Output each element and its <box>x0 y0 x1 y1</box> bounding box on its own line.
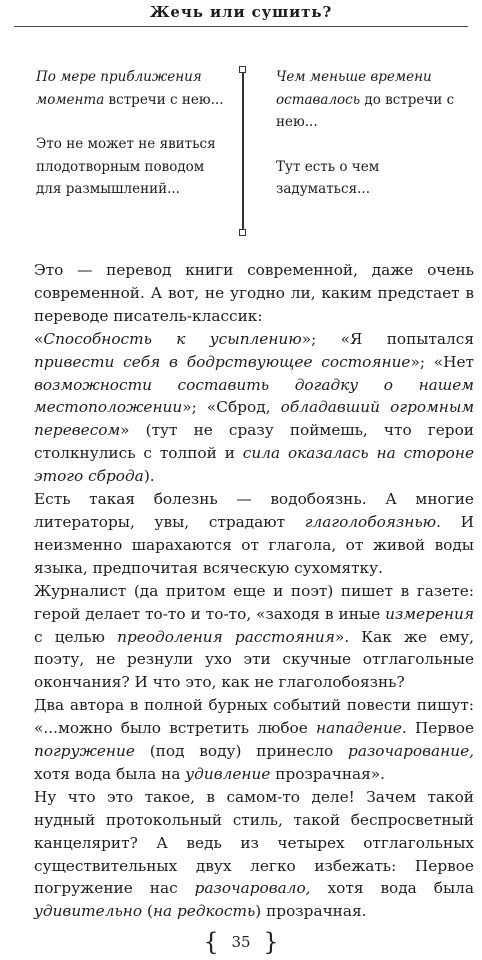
text-run: »; «Сброд, <box>182 398 281 417</box>
text-run: Тут есть о чем задуматься... <box>276 158 380 197</box>
italic-run: Чем меньше времени оставалось <box>276 69 432 108</box>
paragraph <box>34 694 474 786</box>
paragraph <box>34 580 474 695</box>
italic-run: разочаровало, <box>194 879 311 898</box>
italic-run: преодоления расстояния <box>117 627 335 646</box>
paragraph <box>34 328 474 488</box>
body-text <box>34 259 474 923</box>
column-divider <box>239 66 247 236</box>
divider-line <box>242 71 244 231</box>
text-run: с целью <box>34 627 118 646</box>
italic-run: удивление <box>185 764 271 783</box>
text-run: прозрачная». <box>270 764 386 783</box>
text-run: Журналист (да притом еще и поэт) пишет в газете: герой делает то-то и то-то, «заходя в иные <box>34 581 474 623</box>
running-header <box>14 0 468 27</box>
text-run: ). <box>143 467 155 486</box>
italic-run: момента <box>36 91 105 108</box>
page-number-brace-close: } <box>263 928 279 956</box>
text-run: (под воду) принесло <box>134 742 349 761</box>
paragraph <box>36 133 226 201</box>
text-run: » (тут не сразу поймешь, что герои столкнулись с толпой и <box>34 421 474 463</box>
italic-run: Способность к усыплению <box>43 329 302 348</box>
text-run: хотя вода была <box>310 879 474 898</box>
text-run: »; «Нет <box>410 352 475 371</box>
page-number: 35 <box>231 933 251 951</box>
text-run: Ну что это такое, в самом-то деле! Зачем такой нудный протокольный стиль, такой беспросветный канцелярит? А ведь из четырех отглагольных существительных двух легко избежать: Первое погружение нас <box>34 787 474 898</box>
text-run: »; «Я попытался <box>301 329 474 348</box>
italic-run: на редкость <box>152 902 256 921</box>
paragraph <box>276 66 461 134</box>
italic-run: удивительно <box>34 902 143 921</box>
right-column <box>276 66 461 201</box>
text-run: Первое <box>406 719 475 738</box>
text-run: до встречи с нею... <box>276 91 455 130</box>
header-title: Жечь или сушить? <box>149 3 333 21</box>
epigraph-columns <box>36 66 466 242</box>
text-run: ( <box>142 902 153 921</box>
page-footer <box>0 928 482 956</box>
paragraph <box>34 259 474 328</box>
divider-cap-bottom <box>239 229 246 236</box>
text-run: хотя вода была на <box>34 764 186 783</box>
page-number-brace-open: { <box>203 928 219 956</box>
text-run: ». Как же ему, поэту, не резнули ухо эти скучные отглагольные окончания? И что это, как не глаголобоязнь? <box>34 627 475 692</box>
text-run: Есть такая болезнь — водобоязнь. А многие литераторы, увы, страдают <box>34 490 474 531</box>
paragraph <box>276 156 461 201</box>
text-run: И неизменно шарахаются от глагола, от живой воды языка, предпочитая всяческую сухомятку. <box>34 512 475 577</box>
text-run: Это — перевод книги современной, даже очень современной. А вот, не угодно ли, каким предстает в переводе писатель-классик: <box>34 261 474 325</box>
text-run: « <box>34 329 44 348</box>
italic-run: измерения <box>385 604 474 623</box>
divider-cap-top <box>239 66 246 73</box>
italic-run: нападение. <box>316 719 407 738</box>
italic-run: сила оказалась на стороне этого сброда <box>34 444 474 486</box>
italic-run: возможности составить догадку о нашем местоположении <box>34 375 474 417</box>
italic-run: обладавший огромным перевесом <box>34 398 475 440</box>
italic-run: привести себя в бодрствующее состояние <box>34 352 411 371</box>
text-run: Два автора в полной бурных событий повести пишут: «...можно было встретить любое <box>34 696 474 738</box>
text-run: ) прозрачная. <box>255 902 367 921</box>
paragraph <box>36 66 226 111</box>
text-run: встречи с нею... <box>104 91 224 108</box>
text-run: Это не может не явиться плодотворным поводом для размышлений... <box>36 136 216 197</box>
italic-run: погружение <box>34 742 135 761</box>
left-column <box>36 66 226 201</box>
paragraph <box>34 786 474 923</box>
italic-run: разочарование, <box>348 742 474 761</box>
italic-run: По мере приближения <box>36 69 202 85</box>
paragraph <box>34 488 474 580</box>
italic-run: глаголобоязнью. <box>304 512 441 531</box>
